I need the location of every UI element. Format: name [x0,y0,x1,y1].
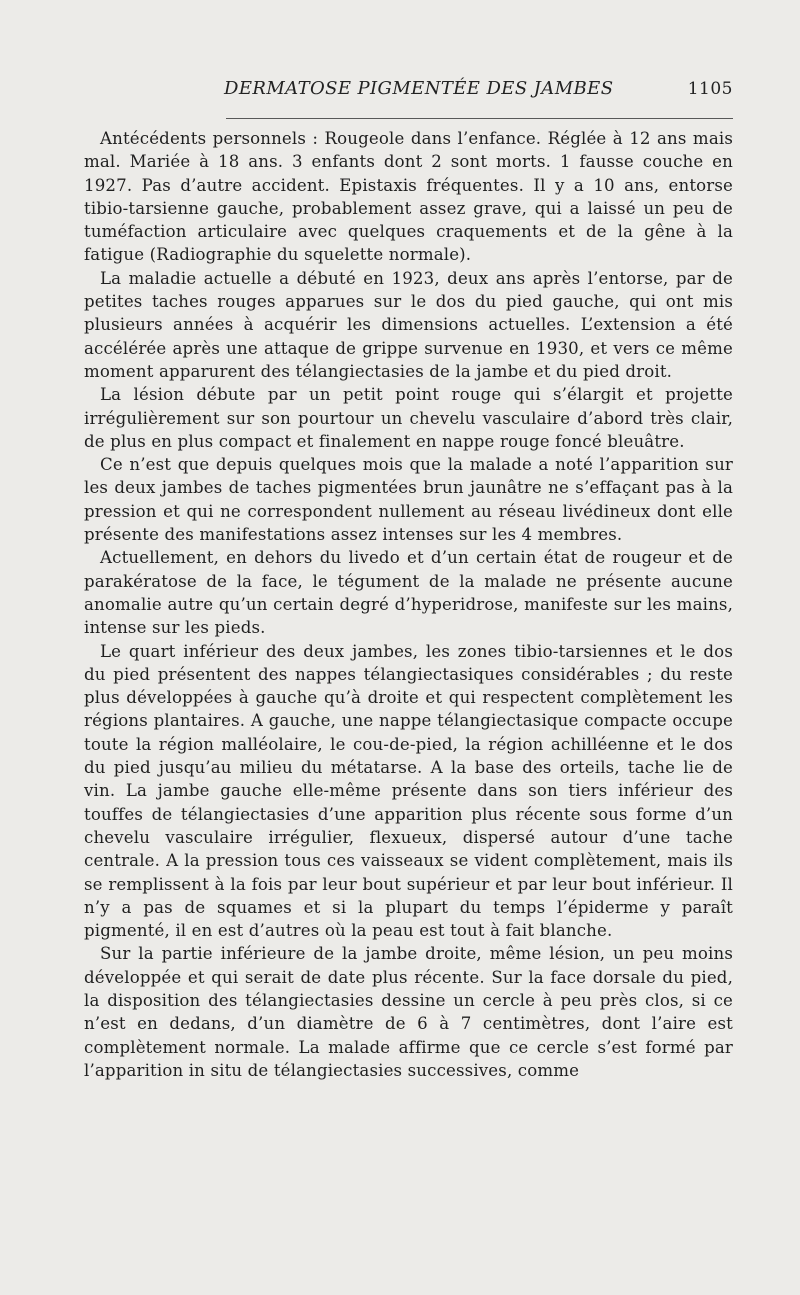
paragraph-lesion-start [84,383,733,453]
paragraph-antecedents [84,127,733,267]
paragraph-text: Ce n’est que depuis quelques mois que la malade a noté l’apparition sur les deux jambes de taches pigmentées brun jaunâtre ne s’effaçant pas à la pression et qui ne correspondent nullement au réseau livédineux dont elle présente des manifestations assez intenses sur les 4 membres. [84,455,733,545]
paragraph-text: Antécédents personnels : Rougeole dans l’enfance. Réglée à 12 ans mais mal. Mariée à 18 ans. 3 enfants dont 2 sont morts. 1 fausse couche en 1927. Pas d’autre accident. Epistaxis fréquentes. Il y a 10 ans, entorse tibio-tarsienne gauche, probablement assez grave, qui a laissé un peu de tuméfaction articulaire avec quelques craquements et de la gêne à la fatigue (Radiographie du squelette normale). [84,129,733,265]
header-divider [226,118,733,119]
main-text [84,127,733,1082]
paragraph-text: La lésion débute par un petit point rouge qui s’élargit et projette irrégulièrement sur son pourtour un chevelu vasculaire d’abord très clair, de plus en plus compact et finalement en nappe rouge foncé bleuâtre. [84,385,733,451]
paragraph-text: Actuellement, en dehors du livedo et d’un certain état de rougeur et de parakératose de la face, le tégument de la malade ne présente aucune anomalie autre qu’un certain degré d’hyperidrose, manifeste sur les mains, intense sur les pieds. [84,548,733,638]
paragraph-current-disease [84,267,733,383]
paragraph-current-state [84,546,733,639]
running-title: DERMATOSE PIGMENTÉE DES JAMBES [224,78,614,99]
paragraph-right-leg [84,942,733,1082]
paragraph-lower-legs [84,640,733,943]
paragraph-text: La maladie actuelle a débuté en 1923, deux ans après l’entorse, par de petites taches rouges apparues sur le dos du pied gauche, qui ont mis plusieurs années à acquérir les dimensions actuelles. L’extension a été accélérée après une attaque de grippe survenue en 1930, et vers ce même moment apparurent des télangiectasies de la jambe et du pied droit. [84,268,733,381]
running-header [84,78,733,104]
paragraph-pigmented-spots [84,453,733,546]
paragraph-text: Sur la partie inférieure de la jambe droite, même lésion, un peu moins développée et qui serait de date plus récente. Sur la face dorsale du pied, la disposition des télangiectasies dessine un cercle à peu près clos, si ce n’est en dedans, d’un diamètre de 6 à 7 centimètres, dont l’aire est complètement normale. La malade affirme que ce cercle s’est formé par l’apparition in situ de télangiectasies successives, comme [84,944,733,1080]
paragraph-text: Le quart inférieur des deux jambes, les zones tibio-tarsiennes et le dos du pied présentent des nappes télangiectasiques considérables ; du reste plus développées à gauche qu’à droite et qui respectent complètement les régions plantaires. A gauche, une nappe télangiectasique compacte occupe toute la région malléolaire, le cou-de-pied, la région achilléenne et le dos du pied jusqu’au milieu du métatarse. A la base des orteils, tache lie de vin. La jambe gauche elle-même présente dans son tiers inférieur des touffes de télangiectasies d’une apparition plus récente sous forme d’un chevelu vasculaire irrégulier, flexueux, dispersé autour d’une tache centrale. A la pression tous ces vaisseaux se vident complètement, mais ils se remplissent à la fois par leur bout supérieur et par leur bout inférieur. Il n’y a pas de squames et si la plupart du temps l’épiderme y paraît pigmenté, il en est d’autres où la peau est tout à fait blanche. [84,641,733,941]
page-number: 1105 [687,79,733,99]
